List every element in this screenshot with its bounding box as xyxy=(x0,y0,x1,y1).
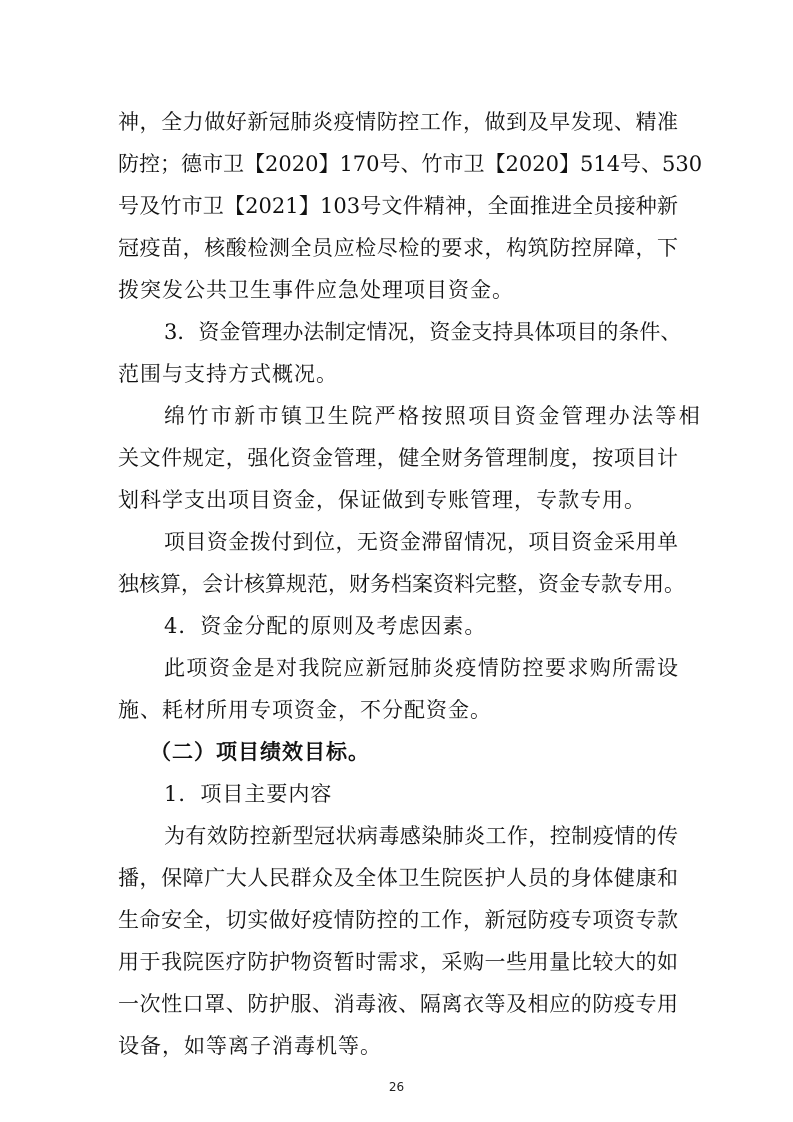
text-line: 号及竹市卫【2021】103号文件精神，全面推进全员接种新 xyxy=(118,194,678,218)
paragraph-start: 绵竹市新市镇卫生院严格按照项目资金管理办法等相 xyxy=(164,404,703,428)
subsection-heading: （二）项目绩效目标。 xyxy=(150,739,370,764)
text-line: 防控；德市卫【2020】170号、竹市卫【2020】514号、530 xyxy=(118,152,703,176)
text-line: 关文件规定，强化资金管理，健全财务管理制度，按项目计 xyxy=(118,446,678,470)
text-line: 神，全力做好新冠肺炎疫情防控工作，做到及早发现、精准 xyxy=(118,110,678,134)
text-line: 施、耗材所用专项资金，不分配资金。 xyxy=(118,698,492,722)
paragraph-start: 此项资金是对我院应新冠肺炎疫情防控要求购所需设 xyxy=(164,656,678,680)
text-line: 冠疫苗，核酸检测全员应检尽检的要求，构筑防控屏障，下 xyxy=(118,236,678,260)
paragraph-start: 为有效防控新型冠状病毒感染肺炎工作，控制疫情的传 xyxy=(164,824,678,848)
section-heading: 4．资金分配的原则及考虑因素。 xyxy=(164,614,487,638)
text-line: 生命安全，切实做好疫情防控的工作，新冠防疫专项资专款 xyxy=(118,908,678,932)
text-line: 划科学支出项目资金，保证做到专账管理，专款专用。 xyxy=(118,488,646,512)
text-line: 独核算，会计核算规范，财务档案资料完整，资金专款专用。 xyxy=(118,572,685,596)
text-line: 用于我院医疗防护物资暂时需求，采购一些用量比较大的如 xyxy=(118,950,678,974)
text-line: 一次性口罩、防护服、消毒液、隔离衣等及相应的防疫专用 xyxy=(118,992,678,1016)
page-number: 26 xyxy=(388,1080,405,1094)
text-line: 拨突发公共卫生事件应急处理项目资金。 xyxy=(118,278,514,302)
section-heading: 1．项目主要内容 xyxy=(164,782,333,806)
text-line: 范围与支持方式概况。 xyxy=(118,362,338,386)
text-line: 播，保障广大人民群众及全体卫生院医护人员的身体健康和 xyxy=(118,866,678,890)
section-heading: 3．资金管理办法制定情况，资金支持具体项目的条件、 xyxy=(164,320,682,344)
paragraph-start: 项目资金拨付到位，无资金滞留情况，项目资金采用单 xyxy=(164,530,678,554)
text-line: 设备，如等离子消毒机等。 xyxy=(118,1034,382,1058)
